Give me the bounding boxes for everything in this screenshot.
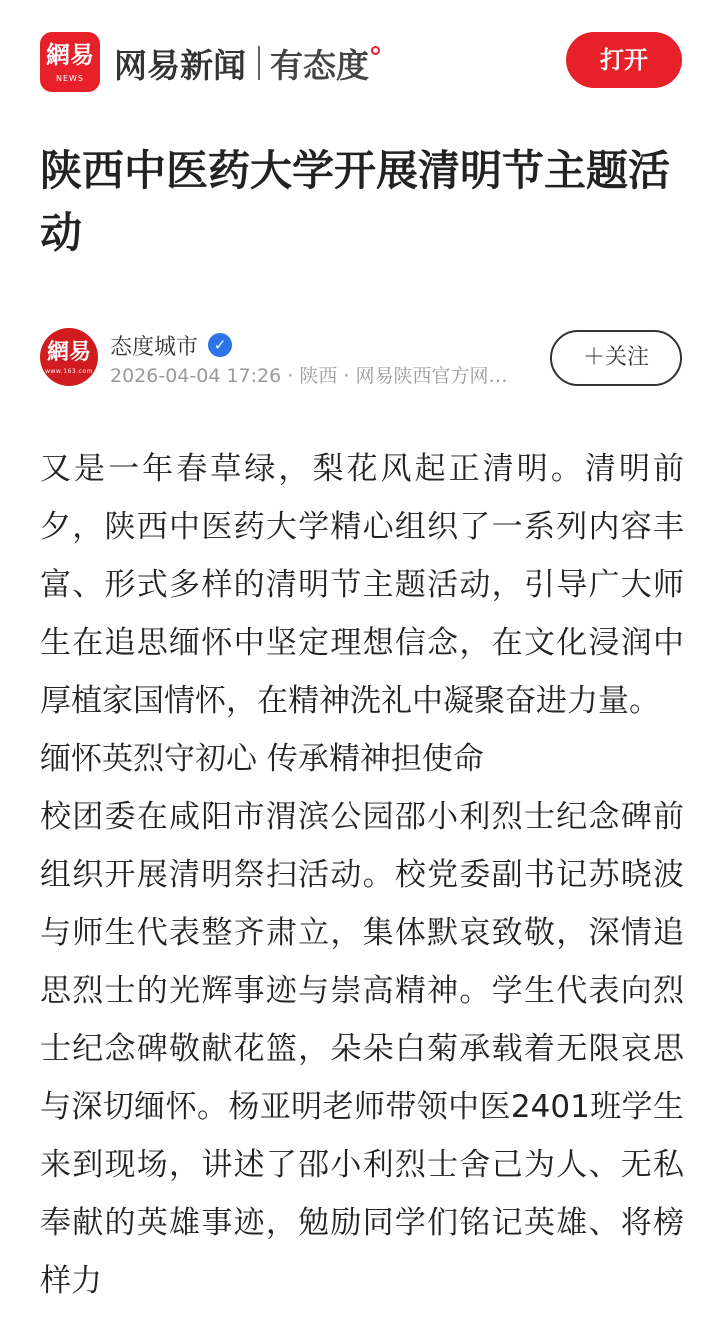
logo-text: 網易 bbox=[46, 41, 94, 69]
registered-mark-icon bbox=[371, 46, 380, 55]
netease-logo[interactable] bbox=[40, 32, 100, 92]
article-title: 陕西中医药大学开展清明节主题活动 bbox=[40, 146, 671, 257]
article-meta: 2026-04-04 17:26 · 陕西 · 网易陕西官方网… bbox=[110, 365, 508, 387]
article-body bbox=[40, 440, 684, 1310]
follow-button[interactable]: ＋关注 bbox=[550, 330, 682, 386]
author-name-row bbox=[110, 330, 232, 360]
author-name[interactable]: 态度城市 bbox=[110, 334, 199, 360]
brand-title bbox=[114, 38, 380, 88]
article-paragraph: 又是一年春草绿，梨花风起正清明。清明前夕，陕西中医药大学精心组织了一系列内容丰富、形式多样的清明节主题活动，引导广大师生在追思缅怀中坚定理想信念，在文化浸润中厚植家国情怀，在精神洗礼中凝聚奋进力量。 bbox=[40, 451, 684, 719]
brand-divider bbox=[258, 46, 260, 80]
app-header bbox=[0, 0, 720, 120]
app-slogan: 有态度 bbox=[270, 45, 369, 85]
logo-subtext: NEWS bbox=[55, 74, 85, 83]
app-name: 网易新闻 bbox=[114, 45, 246, 85]
article-subheading: 缅怀英烈守初心 传承精神担使命 bbox=[40, 741, 484, 777]
avatar-text: 網易 bbox=[46, 340, 91, 365]
author-avatar[interactable] bbox=[40, 328, 98, 386]
article-paragraph: 校团委在咸阳市渭滨公园邵小利烈士纪念碑前组织开展清明祭扫活动。校党委副书记苏晓波与师生代表整齐肃立，集体默哀致敬，深情追思烈士的光辉事迹与崇高精神。学生代表向烈士纪念碑敬献花篮，朵朵白菊承载着无限哀思与深切缅怀。杨亚明老师带领中医2401班学生来到现场，讲述了邵小利烈士舍己为人、无私奉献的英雄事迹，勉励同学们铭记英雄、将榜样力 bbox=[40, 799, 684, 1299]
open-app-button[interactable]: 打开 bbox=[566, 32, 682, 88]
avatar-subtext: www.163.com bbox=[45, 368, 93, 375]
verified-check-icon: ✓ bbox=[208, 333, 232, 357]
